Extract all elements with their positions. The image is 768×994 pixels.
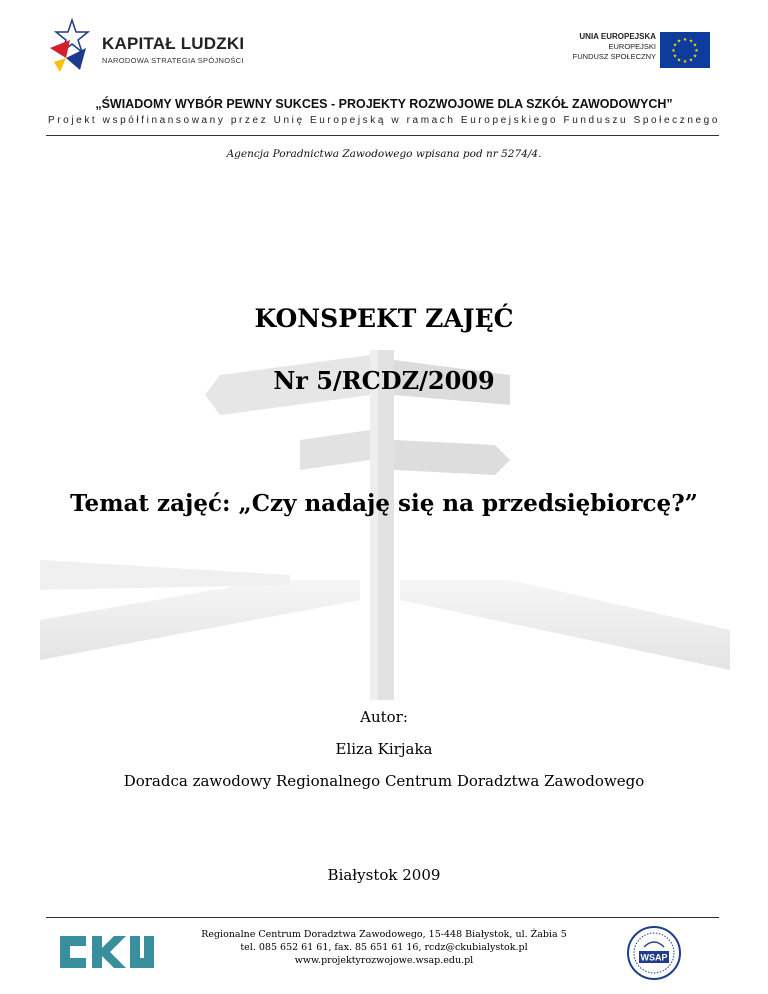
svg-text:★: ★ [682, 59, 688, 65]
svg-text:★: ★ [672, 42, 678, 49]
document-topic: Temat zajęć: „Czy nadaję się na przedsiębiorcę?” [70, 490, 698, 517]
footer-phone: tel. 085 652 61 61, fax. 85 651 61 16, rcdz@ckubialystok.pl [240, 942, 528, 953]
city-year: Białystok 2009 [327, 866, 441, 884]
header-divider [46, 135, 719, 136]
svg-text:WSAP: WSAP [640, 952, 668, 963]
document-number: Nr 5/RCDZ/2009 [273, 366, 495, 395]
eu-line3: FUNDUSZ SPOŁECZNY [572, 52, 656, 61]
svg-text:★: ★ [672, 53, 678, 60]
eu-flag-icon [660, 32, 710, 68]
author-role: Doradca zawodowy Regionalnego Centrum Doradztwa Zawodowego [123, 772, 645, 790]
svg-text:★: ★ [688, 38, 694, 45]
document-title: KONSPEKT ZAJĘĆ [254, 304, 514, 333]
kapital-ludzki-title: KAPITAŁ LUDZKI [102, 34, 245, 53]
footer-website: www.projektyrozwojowe.wsap.edu.pl [294, 955, 474, 966]
svg-text:★: ★ [676, 38, 682, 45]
svg-text:★: ★ [694, 48, 699, 54]
eu-logo [560, 30, 710, 72]
project-subtitle: Projekt współfinansowany przez Unię Europejską w ramach Europejskiego Funduszu Społecznego [47, 115, 720, 126]
svg-text:★: ★ [688, 57, 694, 64]
eu-line2: EUROPEJSKI [608, 42, 656, 51]
author-name: Eliza Kirjaka [335, 740, 433, 758]
agency-note: Agencja Poradnictwa Zawodowego wpisana pod nr 5274/4. [226, 148, 542, 160]
svg-text:★: ★ [692, 42, 698, 49]
eu-text [573, 32, 656, 62]
kapital-ludzki-subtitle: NARODOWA STRATEGIA SPÓJNOŚCI [102, 56, 244, 65]
author-label: Autor: [360, 708, 408, 726]
project-title: „ŚWIADOMY WYBÓR PEWNY SUKCES - PROJEKTY ROZWOJOWE DLA SZKÓŁ ZAWODOWYCH” [95, 97, 673, 111]
footer-address: Regionalne Centrum Doradztwa Zawodowego, 15-448 Białystok, ul. Żabia 5 [201, 929, 567, 940]
svg-text:★: ★ [682, 37, 688, 43]
footer-divider [46, 917, 719, 918]
kapital-ludzki-logo [46, 18, 256, 74]
svg-text:★: ★ [692, 53, 698, 60]
wsap-logo [626, 925, 682, 981]
kapital-ludzki-emblem-icon [46, 18, 98, 74]
svg-text:★: ★ [676, 57, 682, 64]
eu-line1: UNIA EUROPEJSKA [579, 32, 656, 41]
svg-text:★: ★ [671, 48, 676, 54]
